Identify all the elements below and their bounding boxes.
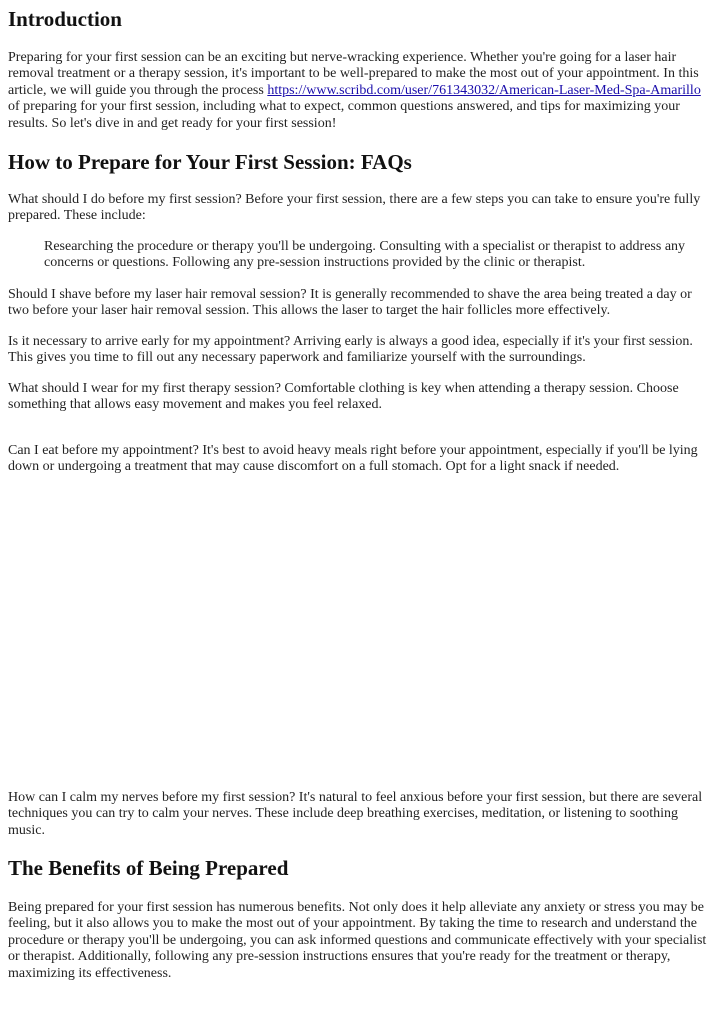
faq-q2: Should I shave before my laser hair removal session? It is generally recommended to shave the area being treated a day or two before your laser hair removal session. This allows the laser to target the hair follicles more effectively. — [8, 287, 692, 319]
intro-paragraph — [8, 50, 712, 132]
intro-text-after: of preparing for your first session, including what to expect, common questions answered, and tips for maximizing your results. So let's dive in and get ready for your first session! — [8, 99, 680, 131]
heading-benefits: The Benefits of Being Prepared — [8, 856, 289, 880]
faq-q5: Can I eat before my appointment? It's best to avoid heavy meals right before your appointment, especially if you'll be lying down or undergoing a treatment that may cause discomfort on a full stomach. Opt for a light snack if needed. — [8, 443, 698, 475]
heading-introduction: Introduction — [8, 7, 122, 31]
intro-text-before: Preparing for your first session can be an exciting but nerve-wracking experience. Whether you're going for a laser hair removal treatment or a therapy session, it's important to be well-prepared to make the most out of your appointment. In this article, we will guide you through the process — [8, 50, 699, 98]
faq-q6: How can I calm my nerves before my first session? It's natural to feel anxious before your first session, but there are several techniques you can try to calm your nerves. These include deep breathing exercises, meditation, or listening to soothing music. — [8, 790, 703, 838]
heading-faqs: How to Prepare for Your First Session: FAQs — [8, 150, 412, 174]
faq-q1: What should I do before my first session? Before your first session, there are a few steps you can take to ensure you're fully prepared. These include: — [8, 192, 701, 224]
scribd-profile-link[interactable]: https://www.scribd.com/user/761343032/American-Laser-Med-Spa-Amarillo — [267, 82, 701, 98]
faq-q3: Is it necessary to arrive early for my appointment? Arriving early is always a good idea, especially if it's your first session. This gives you time to fill out any necessary paperwork and familiarize yourself with the surroundings. — [8, 334, 693, 366]
benefits-paragraph: Being prepared for your first session has numerous benefits. Not only does it help alleviate any anxiety or stress you may be feeling, but it also allows you to make the most out of your appointment. By taking the time to research and understand the procedure or therapy you'll be undergoing, you can ask informed questions and communicate effectively with your specialist or therapist. Additionally, following any pre-session instructions ensures that you're ready for the treatment or therapy, maximizing its effectiveness. — [8, 900, 707, 981]
faq-q1-steps: Researching the procedure or therapy you'll be undergoing. Consulting with a specialist or therapist to address any concerns or questions. Following any pre-session instructions provided by the clinic or therapist. — [44, 239, 686, 271]
faq-q4: What should I wear for my first therapy session? Comfortable clothing is key when attending a therapy session. Choose something that allows easy movement and makes you feel relaxed. — [8, 381, 679, 413]
